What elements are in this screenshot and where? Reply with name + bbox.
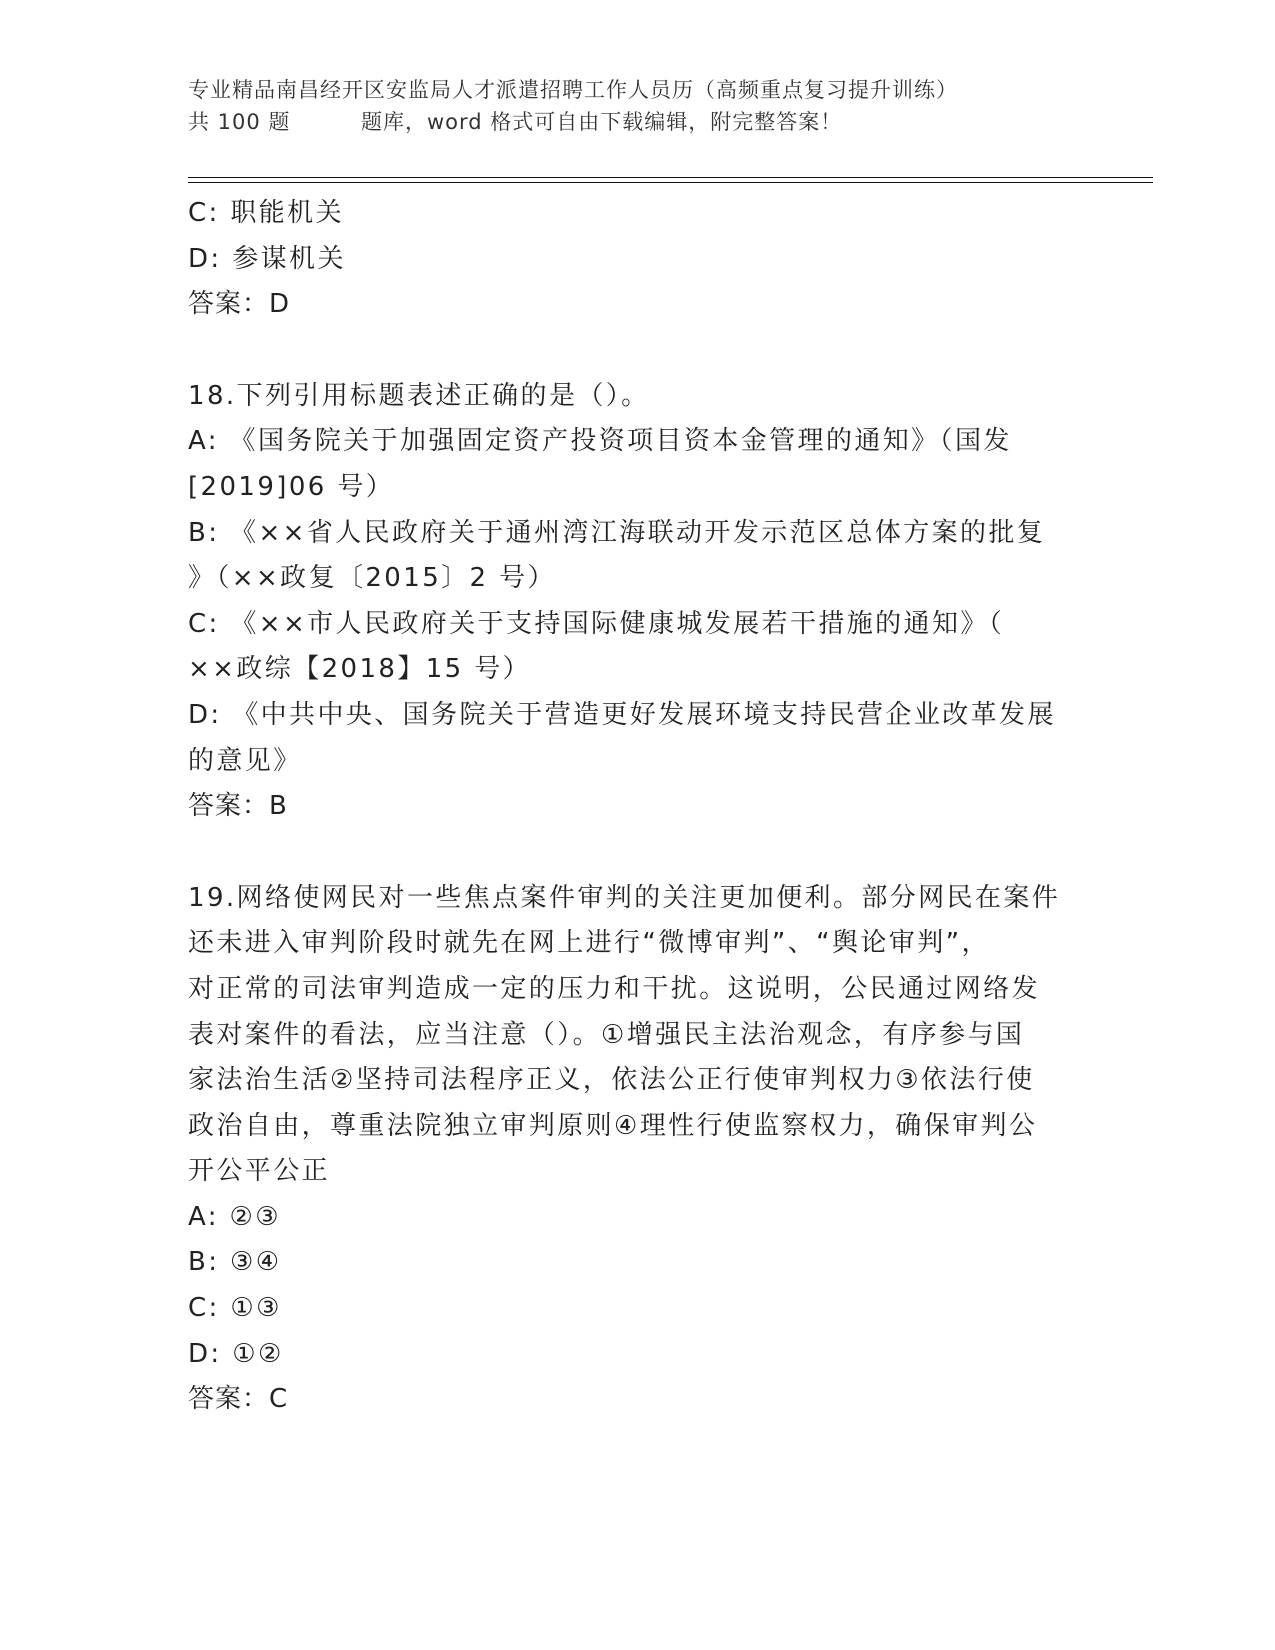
option-a-continued: [2019]06 号） — [188, 471, 395, 502]
option-b: B: ③④ — [188, 1247, 282, 1278]
question-stem-line: 家法治生活②坚持司法程序正义，依法公正行使审判权力③依法行使 — [188, 1065, 1035, 1096]
option-c: C: 职能机关 — [188, 198, 344, 228]
question-count: 共 100 题 — [188, 110, 291, 134]
header-title: 专业精品南昌经开区安监局人才派遣招聘工作人员历（高频重点复习提升训练） — [188, 78, 958, 102]
option-b: B: 《××省人民政府关于通州湾江海联动开发示范区总体方案的批复 — [188, 517, 1046, 548]
answer-line: 答案：D — [188, 289, 291, 320]
question-content — [188, 191, 1088, 1423]
option-d: D: ①② — [188, 1338, 284, 1369]
spacer — [188, 830, 1088, 876]
spacer — [188, 328, 1088, 374]
question-stem-line: 还未进入审判阶段时就先在网上进行“微博审判”、“舆论审判”， — [188, 928, 990, 959]
question-17-tail — [188, 191, 1088, 328]
option-d: D: 《中共中央、国务院关于营造更好发展环境支持民营企业改革发展 — [188, 699, 1056, 730]
header-subtitle: 题库，word 格式可自由下载编辑，附完整答案！ — [361, 110, 843, 134]
header-divider-top — [188, 177, 1153, 178]
page-header — [188, 74, 1148, 138]
option-c-continued: ××政综【2018】15 号） — [188, 654, 532, 685]
option-a: A: ②③ — [188, 1201, 281, 1232]
question-stem-line: 政治自由，尊重法院独立审判原则④理性行使监察权力，确保审判公 — [188, 1110, 1038, 1141]
answer-line: 答案：B — [188, 791, 288, 822]
answer-line: 答案：C — [188, 1384, 289, 1415]
question-stem: 19.网络使网民对一些焦点案件审判的关注更加便利。部分网民在案件 — [188, 882, 1061, 913]
question-stem-line: 对正常的司法审判造成一定的压力和干扰。这说明，公民通过网络发 — [188, 973, 1041, 1004]
option-c: C: 《××市人民政府关于支持国际健康城发展若干措施的通知》（ — [188, 608, 1005, 639]
header-subline — [188, 106, 1148, 138]
question-stem-line: 表对案件的看法，应当注意（）。①增强民主法治观念，有序参与国 — [188, 1019, 1025, 1050]
option-a: A: 《国务院关于加强固定资产投资项目资本金管理的通知》（国发 — [188, 426, 1012, 457]
option-b-continued: 》（××政复〔2015〕2 号） — [188, 563, 556, 594]
option-d: D: 参谋机关 — [188, 243, 346, 274]
question-stem-line: 开公平公正 — [188, 1156, 331, 1187]
option-d-continued: 的意见》 — [188, 745, 302, 776]
question-19 — [188, 876, 1088, 1423]
header-divider-bottom — [188, 182, 1153, 183]
question-18 — [188, 374, 1088, 830]
option-c: C: ①③ — [188, 1293, 282, 1324]
question-stem: 18.下列引用标题表述正确的是（）。 — [188, 380, 650, 411]
